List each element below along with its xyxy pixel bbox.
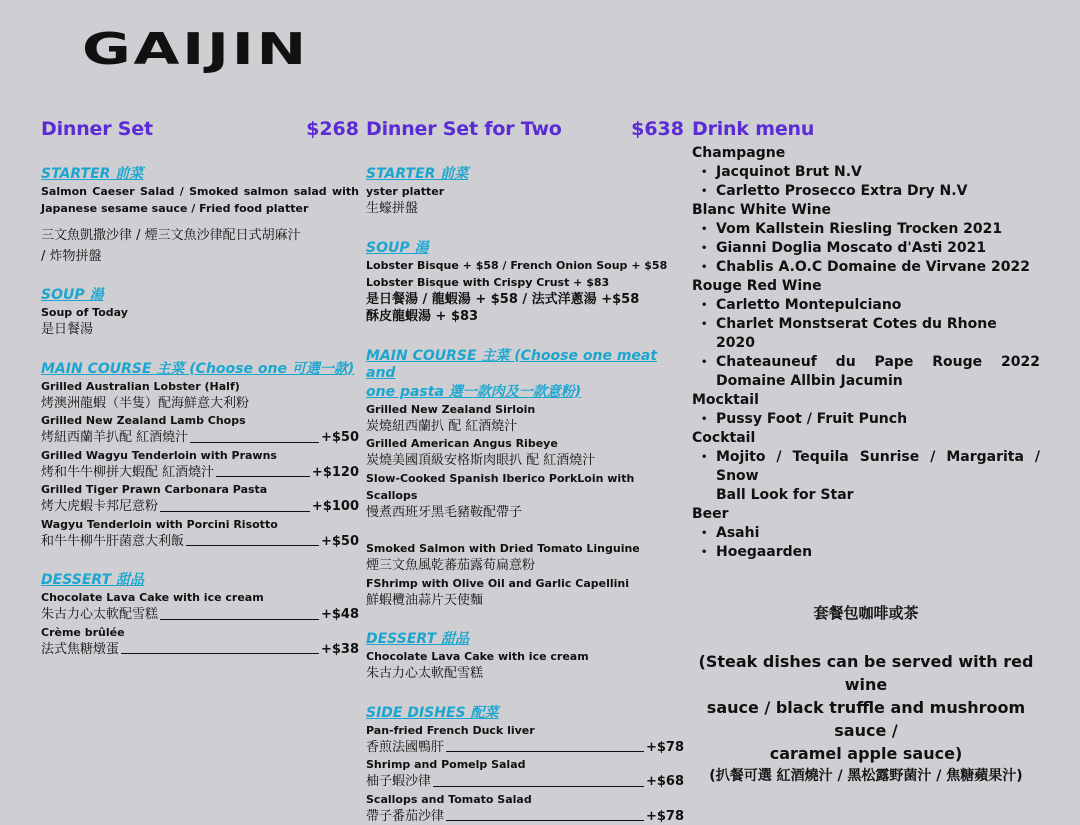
side-item-zh: 柚子蝦沙律 xyxy=(366,773,431,791)
drink-item: • Mojito / Tequila Sunrise / Margarita / Snow xyxy=(716,448,1040,486)
dinner-two-title: Dinner Set for Two xyxy=(366,118,562,140)
side-item-priced xyxy=(366,739,684,757)
main-item-en: Wagyu Tenderloin with Porcini Risotto xyxy=(41,516,359,533)
meat-item-en: Grilled New Zealand Sirloin xyxy=(366,401,684,418)
side-item-zh: 香煎法國鴨肝 xyxy=(366,739,444,757)
steak-sauce-note-2: sauce / black truffle and mushroom sauce / xyxy=(692,696,1040,742)
side-item-price: +$78 xyxy=(646,808,684,825)
dinner-two-header xyxy=(366,118,684,144)
soup-en-2: Lobster Bisque with Crispy Crust + $83 xyxy=(366,274,684,291)
soup-zh-2: 酥皮龍蝦湯 + $83 xyxy=(366,308,684,326)
starter-en: Salmon Caeser Salad / Smoked salmon salad with Japanese sesame sauce / Fried food platter xyxy=(41,183,359,217)
side-item-priced xyxy=(366,773,684,791)
soup-heading: SOUP 湯 xyxy=(366,240,684,257)
side-item-en: Pan-fried French Duck liver xyxy=(366,722,684,739)
starter-zh-2: / 炸物拼盤 xyxy=(41,248,359,266)
main-item-en: Grilled Wagyu Tenderloin with Prawns xyxy=(41,447,359,464)
drink-item: • Gianni Doglia Moscato d'Asti 2021 xyxy=(716,239,1040,258)
drink-item: • Hoegaarden xyxy=(716,543,1040,562)
starter-en: yster platter xyxy=(366,183,684,200)
meat-item-zh: 炭燒紐西蘭扒 配 紅酒燒汁 xyxy=(366,418,684,436)
main-course-heading-2: one pasta 選一款肉及一款意粉) xyxy=(366,384,684,401)
drink-category-red: Rouge Red Wine xyxy=(692,277,1040,296)
soup-heading: SOUP 湯 xyxy=(41,287,359,304)
main-item-priced xyxy=(41,429,359,447)
side-item-price: +$78 xyxy=(646,739,684,757)
dessert-heading: DESSERT 甜品 xyxy=(366,631,684,648)
drink-list-beer xyxy=(692,524,1040,562)
main-item-en: Grilled Tiger Prawn Carbonara Pasta xyxy=(41,481,359,498)
main-item-price: +$120 xyxy=(312,464,359,482)
drink-list-white xyxy=(692,220,1040,277)
main-item-zh: 烤紐西蘭羊扒配 紅酒燒汁 xyxy=(41,429,188,447)
starter-zh: 生蠔拼盤 xyxy=(366,200,684,218)
soup-zh-1: 是日餐湯 / 龍蝦湯 + $58 / 法式洋蔥湯 +$58 xyxy=(366,291,684,309)
drink-menu-header xyxy=(692,118,1040,144)
drink-category-beer: Beer xyxy=(692,505,1040,524)
main-item-price: +$50 xyxy=(321,429,359,447)
main-item-priced xyxy=(41,464,359,482)
main-course-heading-1: MAIN COURSE 主菜 (Choose one meat and xyxy=(366,348,684,382)
dessert-item-priced xyxy=(41,606,359,624)
drink-item: • Chateauneuf du Pape Rouge 2022 xyxy=(716,353,1040,372)
main-course-heading: MAIN COURSE 主菜 (Choose one 可選一款) xyxy=(41,361,359,378)
drink-list-cocktail xyxy=(692,448,1040,505)
main-item-en: Grilled New Zealand Lamb Chops xyxy=(41,412,359,429)
drink-item: • Pussy Foot / Fruit Punch xyxy=(716,410,1040,429)
drink-list-champagne xyxy=(692,163,1040,201)
drink-item-continued: Ball Look for Star xyxy=(716,486,1040,505)
meat-item-zh: 慢煮西班牙黑毛豬鞍配帶子 xyxy=(366,504,684,522)
drink-menu-column xyxy=(692,118,1040,787)
drink-category-white: Blanc White Wine xyxy=(692,201,1040,220)
drink-category-mocktail: Mocktail xyxy=(692,391,1040,410)
drink-list-red xyxy=(692,296,1040,391)
side-item-price: +$68 xyxy=(646,773,684,791)
dinner-set-header xyxy=(41,118,359,144)
main-item-price: +$100 xyxy=(312,498,359,516)
starter-zh-1: 三文魚凱撒沙律 / 煙三文魚沙律配日式胡麻汁 xyxy=(41,227,359,245)
side-dishes-heading: SIDE DISHES 配菜 xyxy=(366,705,684,722)
brand-logo: GAIJIN xyxy=(82,28,309,72)
starter-heading: STARTER 前菜 xyxy=(366,166,684,183)
pasta-item-zh: 鮮蝦欖油蒜片天使麵 xyxy=(366,592,684,610)
dessert-item-en: Crème brûlée xyxy=(41,624,359,641)
main-item-zh: 烤大虎蝦卡邦尼意粉 xyxy=(41,498,158,516)
drink-category-champagne: Champagne xyxy=(692,144,1040,163)
dessert-item-priced xyxy=(41,641,359,659)
side-item-en: Scallops and Tomato Salad xyxy=(366,791,684,808)
drink-item: • Jacquinot Brut N.V xyxy=(716,163,1040,182)
dessert-item-price: +$48 xyxy=(321,606,359,624)
drink-item: • Asahi xyxy=(716,524,1040,543)
soup-en-1: Lobster Bisque + $58 / French Onion Soup + $58 xyxy=(366,257,684,274)
main-item-priced xyxy=(41,533,359,551)
coffee-tea-note: 套餐包咖啡或茶 xyxy=(692,602,1040,623)
starter-heading: STARTER 前菜 xyxy=(41,166,359,183)
dinner-set-title: Dinner Set xyxy=(41,118,153,140)
drink-item: • Carletto Prosecco Extra Dry N.V xyxy=(716,182,1040,201)
dessert-item-zh: 朱古力心太軟配雪糕 xyxy=(41,606,158,624)
steak-sauce-note-1: (Steak dishes can be served with red wine xyxy=(692,650,1040,696)
meat-item-en: Grilled American Angus Ribeye xyxy=(366,435,684,452)
drink-item: Domaine Allbin Jacumin xyxy=(716,372,1040,391)
dinner-two-price: $638 xyxy=(631,118,684,140)
drink-category-cocktail: Cocktail xyxy=(692,429,1040,448)
pasta-item-en: Smoked Salmon with Dried Tomato Linguine xyxy=(366,540,684,557)
dessert-item-zh: 法式焦糖燉蛋 xyxy=(41,641,119,659)
dinner-set-price: $268 xyxy=(306,118,359,140)
main-item-price: +$50 xyxy=(321,533,359,551)
drink-item: • Chablis A.O.C Domaine de Virvane 2022 xyxy=(716,258,1040,277)
drink-item: • Vom Kallstein Riesling Trocken 2021 xyxy=(716,220,1040,239)
dessert-item-en: Chocolate Lava Cake with ice cream xyxy=(41,589,359,606)
meat-item-en: Slow-Cooked Spanish Iberico PorkLoin with Scallops xyxy=(366,470,684,504)
main-item-zh: 烤和牛牛柳拼大蝦配 紅酒燒汁 xyxy=(41,464,214,482)
dinner-set-column xyxy=(41,118,359,658)
dessert-heading: DESSERT 甜品 xyxy=(41,572,359,589)
main-item-en: Grilled Australian Lobster (Half) xyxy=(41,378,359,395)
soup-zh: 是日餐湯 xyxy=(41,321,359,339)
side-item-en: Shrimp and Pomelp Salad xyxy=(366,756,684,773)
drink-item: • Charlet Monstserat Cotes du Rhone 2020 xyxy=(716,315,1040,353)
side-item-priced xyxy=(366,808,684,825)
drink-item: • Carletto Montepulciano xyxy=(716,296,1040,315)
main-item-priced xyxy=(41,498,359,516)
steak-sauce-note-3: caramel apple sauce) xyxy=(692,742,1040,765)
drink-menu-title: Drink menu xyxy=(692,118,814,140)
steak-sauce-note-zh: (扒餐可選 紅酒燒汁 / 黑松露野菌汁 / 焦糖蘋果汁) xyxy=(692,765,1040,787)
soup-en: Soup of Today xyxy=(41,304,359,321)
drink-list-mocktail xyxy=(692,410,1040,429)
main-item-zh: 烤澳洲龍蝦（半隻）配海鮮意大利粉 xyxy=(41,395,359,413)
dessert-en: Chocolate Lava Cake with ice cream xyxy=(366,648,684,665)
side-item-zh: 帶子番茄沙律 xyxy=(366,808,444,825)
dinner-two-column xyxy=(366,118,684,825)
dessert-item-price: +$38 xyxy=(321,641,359,659)
pasta-item-en: FShrimp with Olive Oil and Garlic Capellini xyxy=(366,575,684,592)
meat-item-zh: 炭燒美國頂級安格斯肉眼扒 配 紅酒燒汁 xyxy=(366,452,684,470)
dessert-zh: 朱古力心太軟配雪糕 xyxy=(366,665,684,683)
main-item-zh: 和牛牛柳牛肝菌意大利飯 xyxy=(41,533,184,551)
pasta-item-zh: 煙三文魚風乾蕃茄露荀扁意粉 xyxy=(366,557,684,575)
